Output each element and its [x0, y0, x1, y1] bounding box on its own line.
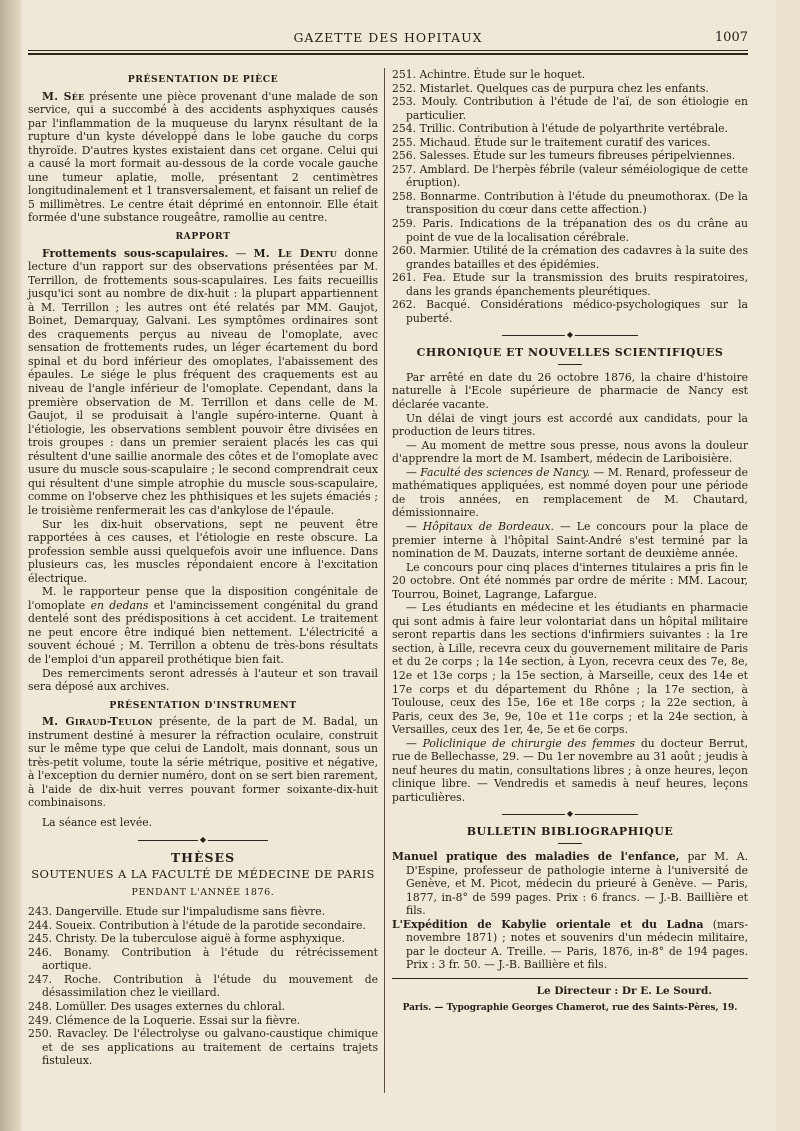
page-header: [28, 30, 748, 50]
chronique-paragraph: [392, 520, 748, 561]
thesis-item: 255. Michaud. Étude sur le traitement curatif des varices.: [392, 135, 711, 149]
author-giraud-teulon: M. Giraud-Teulon: [42, 715, 153, 729]
chronique-paragraph: [392, 466, 748, 520]
chronique-paragraph: Par arrêté en date du 26 octobre 1876, la chaire d'histoire naturelle à l'Ecole supérieure de pharmacie de Nancy est déclarée vacante.: [392, 370, 748, 412]
seance-close: La séance est levée.: [42, 815, 153, 829]
director-line: Le Directeur : Dr E. Le Sourd.: [536, 984, 712, 997]
theses-subtitle: SOUTENUES A LA FACULTÉ DE MÉDECINE DE PARIS: [31, 867, 375, 882]
thesis-item: 243. Dangerville. Etude sur l'impaludisme sans fièvre.: [28, 905, 326, 919]
thesis-item: 250. Ravacley. De l'électrolyse ou galvano-caustique chimique et de ses applications au traitement de certains trajets fistuleux.: [28, 1027, 378, 1068]
chronique-paragraph: [392, 737, 748, 805]
paragraph-rapport-3: [28, 585, 378, 666]
text-rapport-3a: M. le rapporteur pense que la disposition congénitale de l'omoplate: [28, 585, 378, 612]
thesis-item: 259. Paris. Indications de la trépanation des os du crâne au point de vue de la localisation cérébrale.: [392, 217, 748, 244]
right-column: [392, 68, 748, 1016]
thesis-item: 247. Roche. Contribution à l'étude du mouvement de désassimilation chez le vieillard.: [28, 972, 378, 1000]
thesis-item: 256. Salesses. Étude sur les tumeurs fibreuses péripelviennes.: [392, 149, 736, 163]
chronique-text: — M. Renard, professeur de mathématiques appliquées, est nommé doyen pour une période de trois années, en remplacement de M. Chautard, démissionnaire.: [392, 465, 749, 520]
text-rapport-1: donne lecture d'un rapport sur des observations présentées par M. Terrillon, de frottements sous-scapulaires. Les faits recueillis jusqu'ici sont au nombre de dix-huit : la plupart appartiennent à M. Terrillon ; les autres ont été relatés par MM. Gaujot, Boinet, Demarquay, Galvani. Les symptômes ordinaires sont des craquements perçus au niveau de l'omoplate, avec sensation de frottements rudes, un léger écartement du bord spinal et du bord inférieur des omoplates, l'abaissement des épaules. Le siége le plus fréquent des craquements est au niveau de l'angle inférieur de l'omoplate. Cependant, dans la première observation de M. Terrillon et dans celle de M. Gaujot, il se produisait à l'angle supéro-interne. Quant à l'étiologie, les observations semblent pouvoir être divisées en trois groupes : dans un premier seraient placés les cas qui résultent d'une saillie anormale des côtes et de l'omoplate avec usure du muscle sous-scapulaire ; le second comprendrait ceux qui résultent d'une simple atrophie du muscle sous-scapulaire, comme on l'observe chez les phthisiques et les sujets émaciés ; le troisième renfermerait les cas d'ankylose de l'épaule.: [28, 246, 379, 517]
ornament-divider: [392, 809, 748, 819]
book-details: (mars-novembre 1871) ; notes et souvenirs d'un médecin militaire, par le docteur A. Treille. — Paris, 1876, in-8° de 194 pages. Prix : 3 fr. 50. — J.-B. Baillière et fils.: [406, 917, 748, 972]
section-heading-chronique: CHRONIQUE ET NOUVELLES SCIENTIFIQUES: [416, 346, 724, 360]
short-rule: [558, 843, 582, 844]
thesis-item: 257. Amblard. De l'herpès fébrile (valeur séméiologique de cette éruption).: [392, 162, 748, 190]
header-rule-bottom: [28, 53, 748, 55]
page-binding-edge: [0, 0, 22, 1131]
chronique-text: du docteur Berrut, rue de Bellechasse, 29. — Du 1er novembre au 31 août ; jeudis à neuf heures du matin, consultations libres ; à onze heures, leçon clinique libre. — Vendredis et samedis à neuf heures, leçons particulières.: [392, 736, 749, 804]
section-heading-piece: PRÉSENTATION DE PIÈCE: [127, 74, 279, 85]
text-piece: présente une pièce provenant d'une malade de son service, qui a succombé à des accidents asphyxiques causés par l'inflammation de la muqueuse du larynx résultant de la rupture d'un kyste développé dans le lobe gauche du corps thyroïde. D'autres kystes existaient dans cet organe. Celui qui a causé la mort formait au-dessous de la corde vocale gauche une tumeur aplatie, molle, présentant 2 centimètres longitudinalement et 1 transversalement, et faisant un relief de 5 millimètres. Le centre était déprimé en entonnoir. Elle était formée d'une substance rougeâtre, ramollie au centre.: [28, 89, 379, 225]
thesis-item: 246. Bonamy. Contribution à l'étude du rétrécissement aortique.: [28, 945, 378, 973]
section-heading-rapport: RAPPORT: [175, 231, 231, 243]
paragraph-piece: [28, 90, 378, 225]
bibliography-entry: [392, 850, 748, 918]
journal-title: GAZETTE DES HOPITAUX: [293, 30, 483, 45]
article-title-frottements: Frottements sous-scapulaires.: [42, 246, 229, 260]
theses-title: THÈSES: [170, 849, 236, 865]
book-title: L'Expédition de Kabylie orientale et du Ladna: [392, 917, 704, 931]
diamond-ornament-icon: ◆: [566, 809, 574, 819]
text-instrument: présente, de la part de M. Badal, un instrument destiné à mesurer la réfraction oculaire, construit sur le même type que celui de Landolt, mais donnant, sous un très-petit volume, toute la série métrique, positive et négative, à l'exception du dernier numéro, dont on se sert bien rarement, à l'aide de dix-huit verres pouvant former soixante-dix-huit combinaisons.: [28, 715, 379, 810]
short-rule: [558, 364, 582, 365]
thesis-item: 258. Bonnarme. Contribution à l'étude du pneumothorax. (De la transposition du cœur dans cette affection.): [392, 189, 748, 217]
chronique-paragraph: Le concours pour cinq places d'internes titulaires a pris fin le 20 octobre. Ont été nommés par ordre de mérite : MM. Lacour, Tourrou, Boinet, Lagrange, Lafargue.: [392, 560, 748, 601]
thesis-item: 248. Lomüller. Des usages externes du chloral.: [28, 1000, 286, 1013]
column-divider: [384, 68, 385, 1093]
printer-line: Paris. — Typographie Georges Chamerot, rue des Saints-Pères, 19.: [402, 1003, 738, 1014]
thesis-item: 244. Soueix. Contribution à l'étude de la parotide secondaire.: [28, 918, 366, 932]
thesis-item: 252. Mistarlet. Quelques cas de purpura chez les enfants.: [392, 81, 709, 95]
chronique-paragraph: — Les étudiants en médecine et les étudiants en pharmacie qui sont admis à faire leur volontariat dans un hôpital militaire seront repartis dans les sections d'infirmiers suivantes : la 1re section, à Lille, recevra ceux du gouvernement militaire de Paris et du 2e corps ; la 14e section, à Lyon, recevra ceux des 7e, 8e, 12e et 13e corps ; la 15e section, à Marseille, ceux des 14e et 17e corps et du département du Rhône ; la 17e section, à Toulouse, ceux des 15e, 16e et 18e corps ; la 22e section, à Paris, ceux des 3e, 9e, 10e et 11e corps ; et la 24e section, à Versailles, ceux des 1er, 4e, 5e et 6e corps.: [392, 601, 748, 737]
chronique-paragraph: Un délai de vingt jours est accordé aux candidats, pour la production de leurs titres.: [392, 411, 748, 439]
paragraph-rapport-1: Frottements sous-scapulaires. — M. Le Dentu donne lecture d'un rapport sur des observations présentées par M. Terrillon, de frottements sous-scapulaires. Les faits recueillis jusqu'ici sont au nombre de dix-huit : la plupart appartiennent à M. Terrillon ; les autres ont été relatés par MM. Gaujot, Boinet, Demarquay, Galvani. Les symptômes ordinaires sont des craquements perçus au niveau de l'omoplate, avec sensation de frottements rudes, un léger écartement du bord spinal et du bord inférieur des omoplates, l'abaissement des épaules. Le siége le plus fréquent des craquements est au niveau de l'angle inférieur de l'omoplate. Cependant, dans la première observation de M. Terrillon et dans celle de M. Gaujot, il se produisait à l'angle supéro-interne. Quant à l'étiologie, les observations semblent pouvoir être divisées en trois groupes : dans un premier seraient placés les cas qui résultent d'une saillie anormale des côtes et de l'omoplate avec usure du muscle sous-scapulaire ; le second comprendrait ceux qui résultent d'une simple atrophie du muscle sous-scapulaire, comme on l'observe chez les phthisiques et les sujets émaciés ; le troisième renfermerait les cas d'ankylose de l'épaule.: [28, 246, 379, 517]
chronique-subhead: — Hôpitaux de Bordeaux.: [406, 519, 554, 533]
thesis-item: 261. Fea. Etude sur la transmission des bruits respiratoires, dans les grands épanchements pleurétiques.: [392, 271, 748, 298]
text-rapport-3b: et l'amincissement congénital du grand dentelé sont des prédispositions à cet accident. Le traitement ne peut encore être indiqué bien nettement. L'électricité a souvent échoué ; M. Terrillon a obtenu de très-bons résultats de l'emploi d'un appareil prothétique bien fait.: [28, 598, 378, 666]
diamond-ornament-icon: ◆: [566, 330, 574, 340]
book-title: Manuel pratique des maladies de l'enfance,: [392, 849, 680, 863]
chronique-subhead: — Faculté des sciences de Nancy.: [406, 465, 591, 479]
thesis-item: 262. Bacqué. Considérations médico-psychologiques sur la puberté.: [392, 298, 748, 325]
diamond-ornament-icon: ◆: [199, 834, 207, 844]
paragraph-rapport-2: Sur les dix-huit observations, sept ne peuvent être rapportées à ces causes, et l'étiologie en reste obscure. La profession semble aussi quelquefois avoir une influence. Dans plusieurs cas, les muscles répondaient encore à l'excitation électrique.: [28, 517, 378, 585]
paragraph-rapport-4: Des remerciments seront adressés à l'auteur et son travail sera déposé aux archives.: [28, 666, 378, 694]
header-rule-top: [28, 50, 748, 51]
ornament-divider: [28, 835, 378, 845]
thesis-item: 260. Marmier. Utilité de la crémation des cadavres à la suite des grandes batailles et des épidémies.: [392, 244, 748, 271]
thesis-item: 245. Christy. De la tuberculose aiguë à forme asphyxique.: [28, 932, 345, 946]
footer-rule: [392, 978, 748, 979]
theses-year: PENDANT L'ANNÉE 1876.: [131, 886, 275, 898]
chronique-subhead: — Policlinique de chirurgie des femmes: [406, 736, 636, 750]
page-number: 1007: [714, 30, 748, 45]
section-heading-bulletin: BULLETIN BIBLIOGRAPHIQUE: [466, 825, 674, 839]
ornament-divider: [392, 330, 748, 340]
author-le-dentu: M. Le Dentu: [253, 246, 338, 260]
author-see: M. Sée: [42, 89, 85, 103]
text-rapport-3-italic: en dedans: [90, 598, 149, 612]
thesis-item: 251. Achintre. Étude sur le hoquet.: [392, 68, 586, 81]
thesis-item: 253. Mouly. Contribution à l'étude de l'aï, de son étiologie en particulier.: [392, 95, 748, 122]
thesis-item: 249. Clémence de la Loquerie. Essai sur la fièvre.: [28, 1013, 301, 1027]
left-column: [28, 68, 378, 1068]
book-details: par M. A. D'Espine, professeur de pathologie interne à l'université de Genève, et M. Picot, médecin du prieuré à Genève. — Paris, 1877, in-8° de 599 pages. Prix : 6 francs. — J.-B. Baillière et fils.: [406, 849, 749, 918]
chronique-text: — Le concours pour la place de premier interne à l'hôpital Saint-André s'est terminé par la nomination de M. Dauzats, interne sortant de deuxième année.: [392, 519, 748, 561]
thesis-item: 254. Trillic. Contribution à l'étude de polyarthrite vertébrale.: [392, 122, 729, 136]
bibliography-entry: [392, 918, 748, 972]
section-heading-instrument: PRÉSENTATION D'INSTRUMENT: [109, 699, 297, 711]
chronique-paragraph: — Au moment de mettre sous presse, nous avons la douleur d'apprendre la mort de M. Isambert, médecin de Lariboisière.: [392, 438, 748, 466]
paragraph-instrument: [28, 715, 378, 810]
